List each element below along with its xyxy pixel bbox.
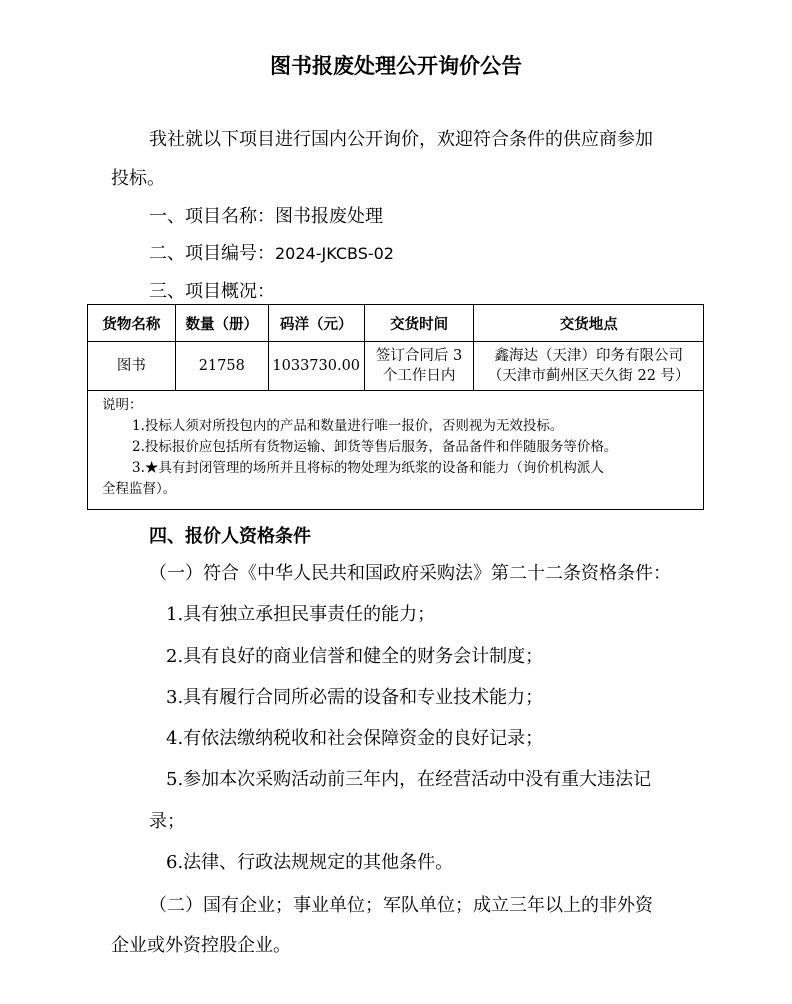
cell-quantity: 21758 [175, 342, 268, 391]
section2-value: 2024-JKCBS-02 [275, 244, 394, 263]
delivery-time-line-2: 个工作日内 [382, 368, 456, 384]
goods-table [87, 304, 704, 510]
intro-line-2: 投标。 [111, 168, 165, 189]
qualification-item-5-continued: 录； [149, 811, 185, 832]
table-note [88, 391, 704, 510]
location-line-1: 鑫海达（天津）印务有限公司 [494, 348, 683, 364]
qualification-item-2: 2.具有良好的商业信誉和健全的财务会计制度； [166, 646, 544, 667]
section3-label: 三、项目概况： [149, 281, 275, 302]
qualification-item-4: 4.有依法缴纳税收和社会保障资金的良好记录； [166, 728, 544, 749]
intro-line-1: 我社就以下项目进行国内公开询价，欢迎符合条件的供应商参加 [149, 129, 653, 150]
qualification-item-1: 1.具有独立承担民事责任的能力； [166, 604, 436, 625]
table-note-row [88, 391, 704, 510]
note-item-3: 3.★具有封闭管理的场所并且将标的物处理为纸浆的设备和能力（询价机构派人 [132, 460, 604, 476]
cell-price: 1033730.00 [268, 342, 364, 391]
document-title: 图书报废处理公开询价公告 [270, 54, 522, 78]
header-delivery-location: 交货地点 [474, 305, 704, 342]
qualification-item-5: 5.参加本次采购活动前三年内，在经营活动中没有重大违法记 [166, 769, 652, 790]
header-quantity: 数量（册） [175, 305, 268, 342]
note-item-3-continued: 全程监督）。 [102, 481, 177, 497]
section2-label: 二、项目编号： [149, 243, 275, 264]
section2-line [149, 241, 394, 267]
header-price: 码洋（元） [268, 305, 364, 342]
cell-delivery-location [474, 342, 704, 391]
note-label: 说明： [102, 397, 143, 413]
note-item-2: 2.投标报价应包括所有货物运输、卸货等售后服务，备品备件和伴随服务等价格。 [132, 439, 618, 455]
section1-value: 图书报废处理 [275, 206, 383, 227]
section4-sub1: （一）符合《中华人民共和国政府采购法》第二十二条资格条件： [149, 563, 671, 584]
table-row [88, 342, 704, 391]
qualification-item-3: 3.具有履行合同所必需的设备和专业技术能力； [166, 687, 544, 708]
header-delivery-time: 交货时间 [364, 305, 474, 342]
section4-sub2-line-1: （二）国有企业；事业单位；军队单位；成立三年以上的非外资 [149, 895, 653, 916]
table-header-row [88, 305, 704, 342]
section1-label: 一、项目名称： [149, 206, 275, 227]
section1-line [149, 204, 383, 230]
section4-heading: 四、报价人资格条件 [149, 526, 311, 547]
delivery-time-line-1: 签订合同后 3 [375, 348, 463, 364]
qualification-item-6: 6.法律、行政法规规定的其他条件。 [166, 852, 454, 873]
cell-goods-name: 图书 [88, 342, 176, 391]
note-item-1: 1.投标人须对所投包内的产品和数量进行唯一报价，否则视为无效投标。 [132, 418, 564, 434]
cell-delivery-time [364, 342, 474, 391]
location-line-2: （天津市蓟州区天久街 22 号） [487, 368, 690, 384]
section4-sub2-line-2: 企业或外资控股企业。 [111, 935, 291, 956]
header-goods-name: 货物名称 [88, 305, 176, 342]
